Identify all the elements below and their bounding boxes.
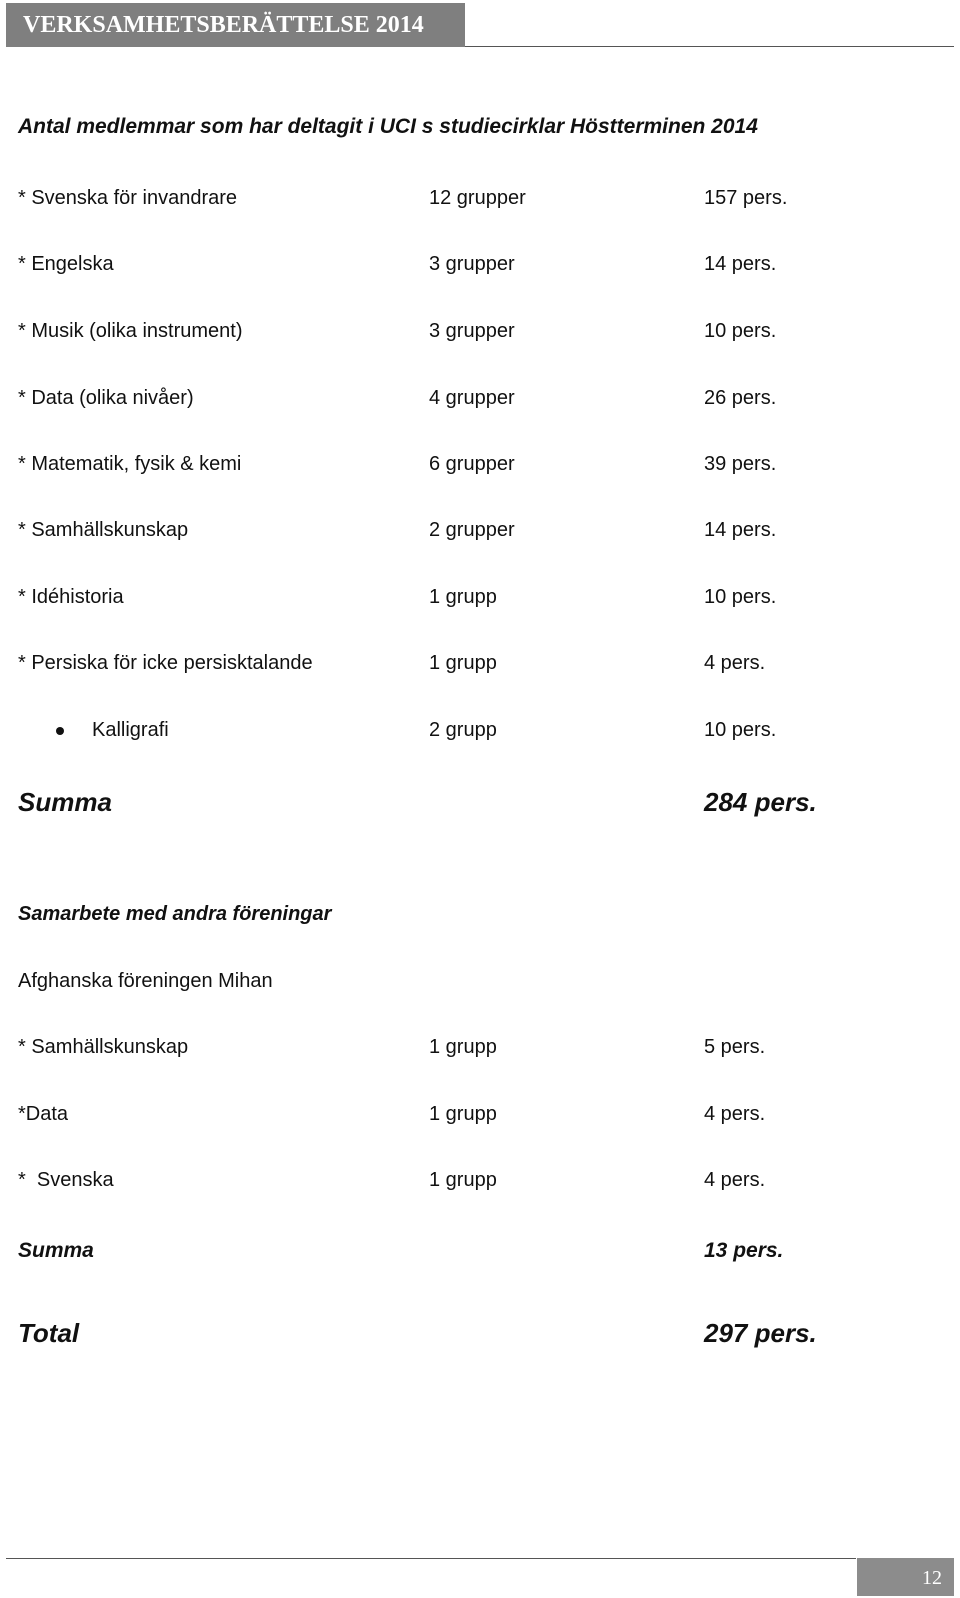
course-groups: 1 grupp	[429, 652, 497, 674]
summa-label: Summa	[18, 787, 112, 817]
course-groups: 2 grupper	[429, 519, 515, 541]
summa-row	[18, 785, 918, 819]
total-row	[18, 1316, 918, 1350]
header-rule	[465, 46, 954, 47]
course-persons: 4 pers.	[704, 1169, 766, 1191]
course-groups: 3 grupper	[429, 320, 515, 342]
course-name: * Idéhistoria	[18, 586, 124, 608]
course-row	[18, 383, 918, 413]
course-groups: 4 grupper	[429, 387, 515, 409]
course-groups: 1 grupp	[429, 1169, 497, 1191]
summa-label: Summa	[18, 1239, 94, 1262]
course-row	[18, 1099, 918, 1129]
course-name: * Samhällskunskap	[18, 519, 189, 541]
page-number: 12	[857, 1558, 954, 1596]
section-heading-samarbete: Samarbete med andra föreningar	[18, 903, 332, 925]
course-row	[18, 1165, 918, 1195]
course-groups: 3 grupper	[429, 253, 515, 275]
course-name: * Musik (olika instrument)	[18, 320, 243, 342]
course-name: * Engelska	[18, 253, 114, 275]
course-groups: 2 grupp	[429, 719, 497, 741]
total-label: Total	[18, 1318, 80, 1348]
course-persons: 26 pers.	[704, 387, 777, 409]
summa-row	[18, 1236, 918, 1266]
course-persons: 10 pers.	[704, 320, 777, 342]
course-persons: 14 pers.	[704, 253, 777, 275]
course-groups: 1 grupp	[429, 586, 497, 608]
summa-value: 13 pers.	[704, 1239, 784, 1262]
course-persons: 39 pers.	[704, 453, 777, 475]
course-name: * Samhällskunskap	[18, 1036, 189, 1058]
course-persons: 4 pers.	[704, 1103, 766, 1125]
course-row	[18, 1032, 918, 1062]
section-heading-studiecirklar: Antal medlemmar som har deltagit i UCI s studiecirklar Höstterminen 2014	[18, 115, 758, 138]
course-row	[18, 316, 918, 346]
course-row	[18, 449, 918, 479]
course-row	[18, 183, 918, 213]
document-header-title: VERKSAMHETSBERÄTTELSE 2014	[6, 3, 465, 47]
course-name: Kalligrafi	[92, 719, 169, 741]
course-row	[18, 648, 918, 678]
course-name: * Svenska för invandrare	[18, 187, 238, 209]
course-row	[18, 515, 918, 545]
organization-name: Afghanska föreningen Mihan	[18, 970, 273, 992]
total-value: 297 pers.	[704, 1318, 817, 1348]
course-name: * Persiska för icke persisktalande	[18, 652, 313, 674]
course-name: * Svenska	[18, 1169, 114, 1191]
course-row	[18, 715, 918, 745]
course-name: * Matematik, fysik & kemi	[18, 453, 242, 475]
course-row	[18, 582, 918, 612]
course-groups: 6 grupper	[429, 453, 515, 475]
course-groups: 12 grupper	[429, 187, 526, 209]
course-persons: 10 pers.	[704, 719, 777, 741]
summa-value: 284 pers.	[704, 787, 817, 817]
course-groups: 1 grupp	[429, 1103, 497, 1125]
course-groups: 1 grupp	[429, 1036, 497, 1058]
course-persons: 157 pers.	[704, 187, 788, 209]
course-name: * Data (olika nivåer)	[18, 387, 194, 409]
course-row	[18, 249, 918, 279]
course-persons: 5 pers.	[704, 1036, 766, 1058]
course-persons: 14 pers.	[704, 519, 777, 541]
footer-rule	[6, 1558, 856, 1559]
bullet-icon	[56, 727, 64, 735]
course-persons: 4 pers.	[704, 652, 766, 674]
course-name: *Data	[18, 1103, 69, 1125]
course-persons: 10 pers.	[704, 586, 777, 608]
